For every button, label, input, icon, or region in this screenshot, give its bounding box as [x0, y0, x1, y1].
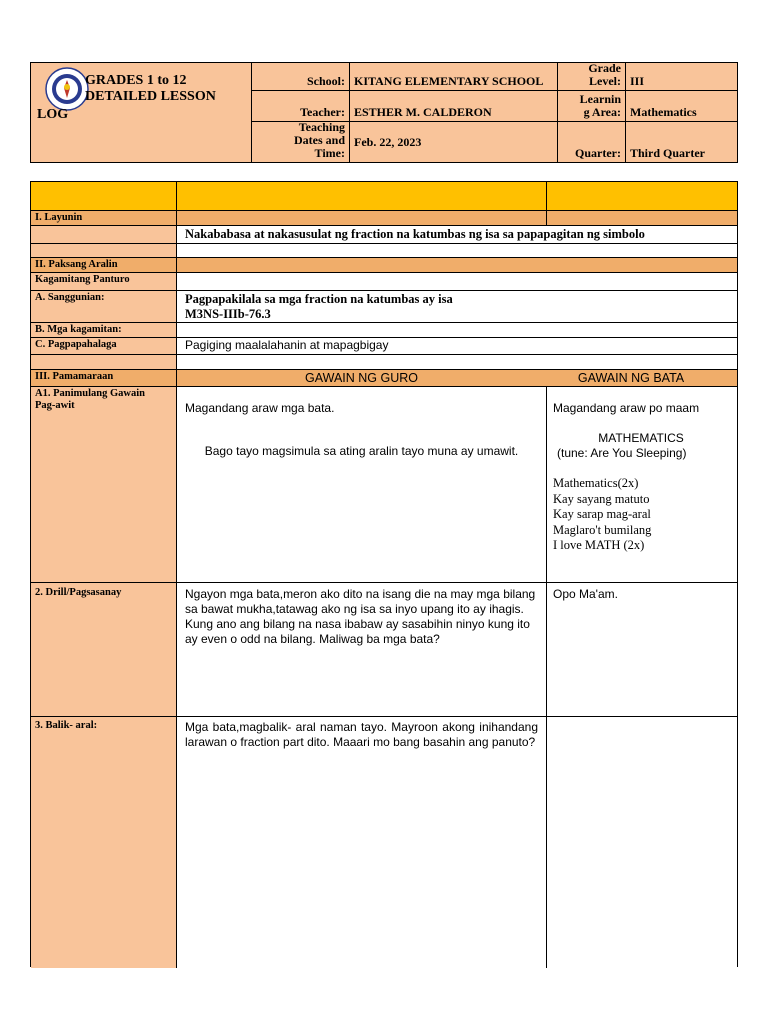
pagpapahalaga-value: Pagiging maalalahanin at mapagbigay — [177, 338, 737, 354]
grade-level-value: III — [626, 63, 738, 91]
objective-text: Nakababasa at nakasusulat ng fraction na katumbas ng isa sa papapagitan ng simbolo — [177, 226, 737, 243]
mga-kagamitan-label: B. Mga kagamitan: — [31, 323, 177, 337]
balik-aral-guro: Mga bata,magbalik- aral naman tayo. Mayroon akong inihandang larawan o fraction part dito. Maaari mo bang basahin ang panuto? — [177, 717, 547, 968]
panimulang-gawain-label: A1. Panimulang Gawain Pag-awit — [31, 387, 177, 582]
table-row — [31, 338, 737, 355]
table-row — [31, 226, 737, 244]
pamamaraan-label: III. Pamamaraan — [31, 370, 177, 386]
panimulang-gawain-guro: Magandang araw mga bata. Bago tayo magsimula sa ating aralin tayo muna ay umawit. — [177, 387, 547, 582]
table-row — [31, 258, 737, 273]
learning-area-label: Learnin g Area: — [558, 91, 626, 122]
table-row — [31, 583, 737, 717]
kagamitang-panturo-label: Kagamitang Panturo — [31, 273, 177, 290]
sanggunian-value: Pagpapakilala sa mga fraction na katumbas ay isa M3NS-IIIb-76.3 — [177, 291, 737, 322]
quarter-label: Quarter: — [558, 122, 626, 162]
header-title: GRADES 1 to 12 DETAILED LESSON — [85, 73, 216, 104]
learning-area-value: Mathematics — [626, 91, 738, 122]
table-row — [31, 291, 737, 323]
header-info-grid — [252, 63, 738, 162]
teacher-value: ESTHER M. CALDERON — [350, 91, 558, 122]
header-title-cell — [31, 63, 252, 162]
balik-aral-label: 3. Balik- aral: — [31, 717, 177, 968]
school-label: School: — [252, 63, 350, 91]
panimulang-gawain-bata: Magandang araw po maam MATHEMATICS (tune: Are You Sleeping) Mathematics(2x) Kay sayang matuto Kay sarap mag-aral Maglaro't bumilang I love MATH (2x) — [547, 387, 737, 582]
header-title-log: LOG — [37, 107, 69, 122]
table-row — [31, 182, 737, 211]
table-row — [31, 717, 737, 968]
drill-label: 2. Drill/Pagsasanay — [31, 583, 177, 716]
layunin-label: I. Layunin — [31, 211, 177, 225]
balik-aral-bata — [547, 717, 737, 968]
paksang-aralin-label: II. Paksang Aralin — [31, 258, 177, 272]
table-row — [31, 355, 737, 370]
drill-guro: Ngayon mga bata,meron ako dito na isang die na may mga bilang sa bawat mukha,tatawag ako ng isa sa inyo upang ito ay ihagis. Kung ano ang bilang na nasa ibabaw ay sasabihin ninyo kung ito ay even o odd na bilang. Maliwag ba mga bata? — [177, 583, 547, 716]
table-row — [31, 323, 737, 338]
teacher-label: Teacher: — [252, 91, 350, 122]
song-lyrics — [553, 476, 729, 554]
grade-level-label: Grade Level: — [558, 63, 626, 91]
song-line: Kay sarap mag-aral — [553, 507, 651, 521]
gawain-ng-bata-header: GAWAIN NG BATA — [525, 370, 737, 386]
teaching-dates-label: Teaching Dates and Time: — [252, 122, 350, 162]
quarter-value: Third Quarter — [630, 146, 705, 160]
table-row — [31, 273, 737, 291]
sanggunian-label: A. Sanggunian: — [31, 291, 177, 322]
table-row — [31, 244, 737, 258]
school-value: KITANG ELEMENTARY SCHOOL — [350, 63, 558, 91]
teaching-dates-value: Feb. 22, 2023 — [350, 122, 558, 162]
deped-seal-icon — [45, 67, 89, 111]
pagpapahalaga-label: C. Pagpapahalaga — [31, 338, 177, 354]
song-line: Mathematics(2x) — [553, 476, 639, 490]
table-row — [31, 370, 737, 387]
song-line: Maglaro't bumilang — [553, 522, 652, 537]
header-table — [30, 62, 738, 163]
table-row — [31, 387, 737, 583]
table-row — [31, 211, 737, 226]
lesson-table — [30, 181, 738, 967]
song-line: I love MATH (2x) — [553, 538, 645, 552]
song-line: Kay sayang matuto — [553, 491, 650, 506]
gawain-ng-guro-header: GAWAIN NG GURO — [177, 370, 547, 386]
drill-bata: Opo Ma'am. — [547, 583, 737, 716]
